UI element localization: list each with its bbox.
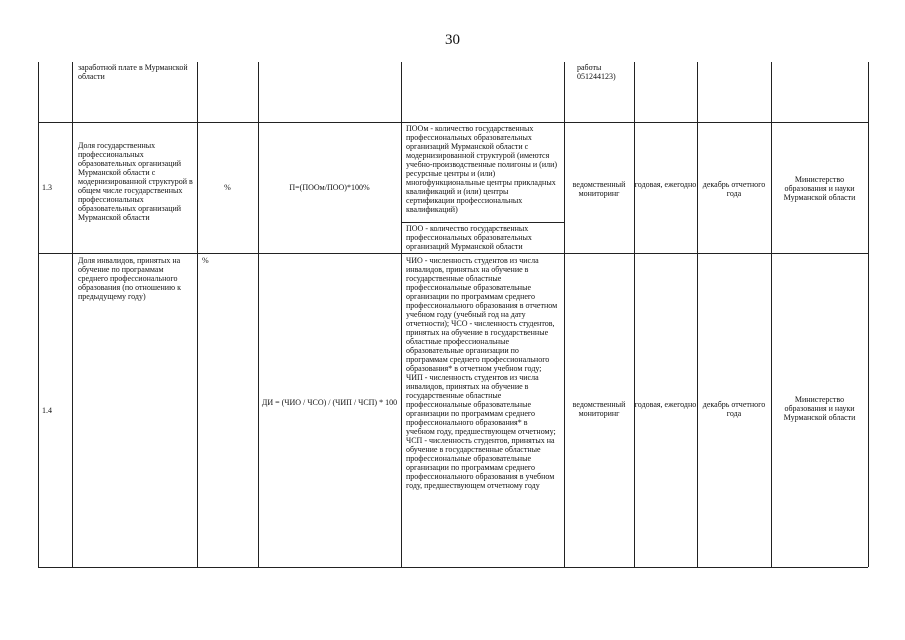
row14-source: ведомственный мониторинг bbox=[572, 400, 626, 418]
row14-periodicity: годовая, ежегодно bbox=[634, 400, 697, 409]
row13-number: 1.3 bbox=[42, 183, 52, 192]
row14-deadline: декабрь отчетного года bbox=[702, 400, 766, 418]
row13-periodicity: годовая, ежегодно bbox=[634, 180, 697, 189]
row14-variables: ЧИО - численность студентов из числа инвалидов, принятых на обучение в государственные областные профессиональные образовательные организации по программам среднего профессионального образования в отчетном учебном году (учебный год на дату отчетности); ЧСО - численность студентов, принятых на обучение в государственные областные профессиональные образовательные организации по программам среднего профессионального образования* в отчетном учебном году; ЧИП - численность студентов из числа инвалидов, принятых на обучение в государственные областные профессиональные образовательные организации по программам среднего профессионального образования* в учебном году, предшествующем отчетному; ЧСП - численность студентов, принятых на обучение в государственные областные профессиональные образовательные организации по программам среднего профессионального образования в учебном году, предшествующем отчетному году bbox=[406, 256, 558, 490]
row14-unit: % bbox=[202, 256, 209, 265]
row13-variables-b: ПОО - количество государственных профессиональных образовательных организаций Мурманской области bbox=[406, 224, 532, 251]
row0-source: работы 051244123) bbox=[577, 63, 616, 81]
row13-responsible: Министерство образования и науки Мурманской области bbox=[783, 175, 856, 202]
row13-deadline: декабрь отчетного года bbox=[702, 180, 766, 198]
row0-indicator-name: заработной плате в Мурманской области bbox=[78, 63, 188, 81]
row14-responsible: Министерство образования и науки Мурманской области bbox=[783, 395, 856, 422]
row13-source: ведомственный мониторинг bbox=[572, 180, 626, 198]
row14-formula: ДИ = (ЧИО / ЧСО) / (ЧИП / ЧСП) * 100 bbox=[261, 398, 398, 407]
page-number: 30 bbox=[445, 32, 460, 48]
row13-variables-a: ПООм - количество государственных профессиональных образовательных организаций Мурманской области с модернизированной структурой (имеются учебно-производственные полигоны и (или) ресурсные центры и (или) многофункциональные центры прикладных квалификаций и (или) центры сертификации профессиональных квалификаций) bbox=[406, 124, 558, 214]
row13-unit: % bbox=[224, 183, 231, 192]
row14-number: 1.4 bbox=[42, 406, 52, 415]
row13-indicator-name: Доля государственных профессиональных образовательных организаций Мурманской области с модернизированной структурой в общем числе государственных профессиональных образовательных организаций Мурманской области bbox=[78, 141, 193, 222]
row13-formula: П=(ПООм/ПОО)*100% bbox=[289, 183, 370, 192]
row14-indicator-name: Доля инвалидов, принятых на обучение по программам среднего профессионального образования (по отношению к предыдущему году) bbox=[78, 256, 181, 301]
